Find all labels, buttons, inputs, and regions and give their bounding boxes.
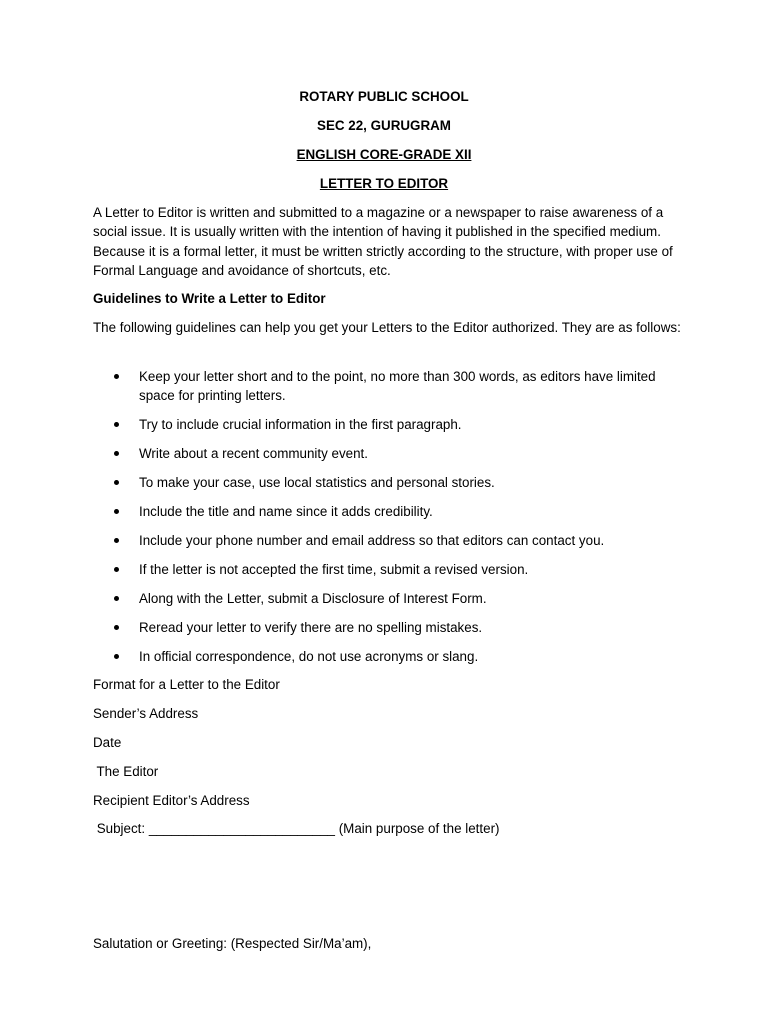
- bullet-icon: [114, 625, 119, 630]
- salutation-line: Salutation or Greeting: (Respected Sir/Ma’am),: [93, 936, 372, 951]
- bullet-icon: [114, 654, 119, 659]
- intro-paragraph: A Letter to Editor is written and submitted to a magazine or a newspaper to raise awareness of a social issue. It is usually written with the intention of having it published in the specified medium. Because it is a formal letter, it must be written strictly according to the structure, with proper use of Formal Language and avoidance of shortcuts, etc.: [93, 205, 673, 278]
- subject-line: Subject: _________________________ (Main purpose of the letter): [93, 821, 500, 836]
- recipient-address-line: Recipient Editor’s Address: [93, 793, 250, 808]
- bullet-icon: [114, 567, 119, 572]
- sender-address-line: Sender’s Address: [93, 706, 199, 721]
- bullet-icon: [114, 451, 119, 456]
- document-page: ROTARY PUBLIC SCHOOL SEC 22, GURUGRAM ENGLISH CORE-GRADE XII LETTER TO EDITOR A Letter to Editor is written and submitted to a magazine or a newspaper to raise awareness of a social issue. It is usually written with the intention of having it published in the specified medium. Because it is a formal letter, it must be written strictly according to the structure, with proper use of Formal Language and avoidance of shortcuts, etc. Guidelines to Write a Letter to Editor The following guidelines can help you get your Letters to the Editor authorized. They are as follows: Keep your letter short and to the point, no more than 300 words, as editors have limited space for printing letters. Try to include crucial information in the first paragraph. Write about a recent community event. To make your case, use local statistics and personal stories. Include the title and name since it adds credibility. Include your phone number and email address so that editors can contact you. If the letter is not accepted the first time, submit a revised version. Along with the Letter, submit a Disclosure of Interest Form. Reread your letter to verify there are no spelling mistakes. In official correspondence, do not use acronyms or slang. Format for a Letter to the Editor Sender’s Address Date The Editor Recipient Editor’s Address Subject: _________________________ (Main purpose of the letter) Salutation or Greeting: (Respected Sir/Ma’am),: [0, 0, 768, 1024]
- bullet-icon: [114, 374, 119, 379]
- course-title: ENGLISH CORE-GRADE XII: [296, 147, 472, 162]
- date-line: Date: [93, 735, 122, 750]
- guidelines-heading: Guidelines to Write a Letter to Editor: [93, 291, 326, 306]
- bullet-icon: [114, 596, 119, 601]
- topic-title: LETTER TO EDITOR: [319, 176, 449, 191]
- bullet-icon: [114, 480, 119, 485]
- bullet-icon: [114, 509, 119, 514]
- school-address: SEC 22, GURUGRAM: [317, 118, 451, 133]
- editor-line: The Editor: [93, 764, 159, 779]
- guidelines-lead: The following guidelines can help you get your Letters to the Editor authorized. They are as follows:: [93, 320, 681, 335]
- school-name: ROTARY PUBLIC SCHOOL: [299, 89, 469, 104]
- bullet-icon: [114, 538, 119, 543]
- bullet-icon: [114, 422, 119, 427]
- format-heading: Format for a Letter to the Editor: [93, 677, 280, 692]
